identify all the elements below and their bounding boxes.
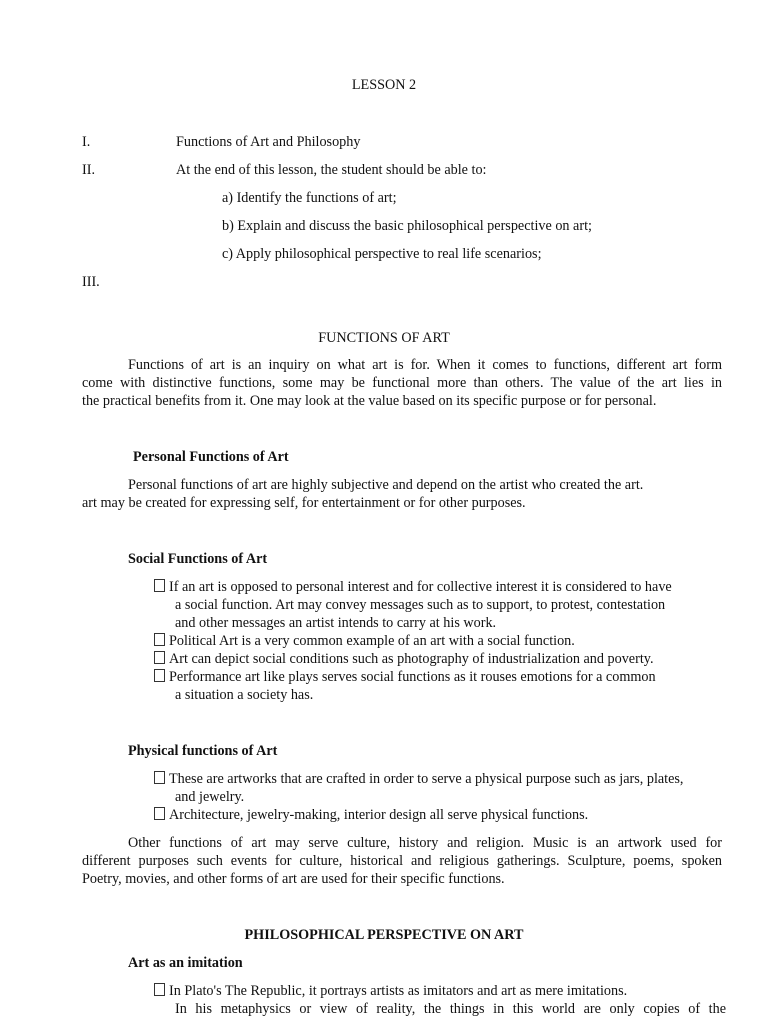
outline-text-1: Functions of Art and Philosophy [176,134,361,150]
objective-a: a) Identify the functions of art; [222,190,397,206]
other-functions-paragraph [82,834,722,888]
paragraph-line: Poetry, movies, and other forms of art are used for their specific functions. [82,871,505,887]
bullet-box-icon [154,983,165,996]
paragraph-line: different purposes such events for culture, historical and religious gatherings. Sculpture, poems, spoken [82,853,722,869]
bullet-box-icon [154,579,165,592]
social-bullet-1: If an art is opposed to personal interest and for collective interest it is considered to have a social function. Art may convey messages such as to support, to protest, contestation and other messages an artist intends to carry at his work. [154,578,726,632]
lesson-title: LESSON 2 [351,77,417,93]
bullet-box-icon [154,807,165,820]
functions-intro-paragraph [82,356,722,410]
outline-text-2: At the end of this lesson, the student should be able to: [176,162,487,178]
bullet-box-icon [154,669,165,682]
bullet-box-icon [154,651,165,664]
social-bullet-4: Performance art like plays serves social functions as it rouses emotions for a common a situation a society has. [154,668,726,704]
outline-numeral-2: II. [82,162,95,178]
philosophical-heading: PHILOSOPHICAL PERSPECTIVE ON ART [244,927,524,943]
social-bullet-2: Political Art is a very common example of an art with a social function. [154,632,726,650]
physical-bullet-1: These are artworks that are crafted in order to serve a physical purpose such as jars, plates, and jewelry. [154,770,726,806]
paragraph-line: come with distinctive functions, some may be functional more than others. The value of the art lies in [82,375,722,391]
physical-heading: Physical functions of Art [128,743,278,759]
physical-bullet-2: Architecture, jewelry-making, interior design all serve physical functions. [154,806,726,824]
imitation-bullet: In Plato's The Republic, it portrays artists as imitators and art as mere imitations. In his metaphysics or view of reality, the things in this world are only copies of the [154,982,726,1018]
bullet-box-icon [154,771,165,784]
personal-heading: Personal Functions of Art [133,449,289,465]
outline-numeral-3: III. [82,274,100,290]
objective-c: c) Apply philosophical perspective to real life scenarios; [222,246,542,262]
paragraph-line: the practical benefits from it. One may look at the value based on its specific purpose or for personal. [82,393,657,409]
personal-line-1: Personal functions of art are highly subjective and depend on the artist who created the art. [128,477,644,493]
objective-b: b) Explain and discuss the basic philosophical perspective on art; [222,218,592,234]
paragraph-line: Other functions of art may serve culture, history and religion. Music is an artwork used for [128,835,722,851]
imitation-subheading: Art as an imitation [128,955,243,971]
social-bullet-3: Art can depict social conditions such as photography of industrialization and poverty. [154,650,726,668]
personal-line-2: art may be created for expressing self, for entertainment or for other purposes. [82,495,526,511]
bullet-box-icon [154,633,165,646]
social-heading: Social Functions of Art [128,551,268,567]
functions-heading: FUNCTIONS OF ART [318,330,450,346]
outline-numeral-1: I. [82,134,91,150]
paragraph-line: Functions of art is an inquiry on what art is for. When it comes to functions, different art form [128,357,722,373]
